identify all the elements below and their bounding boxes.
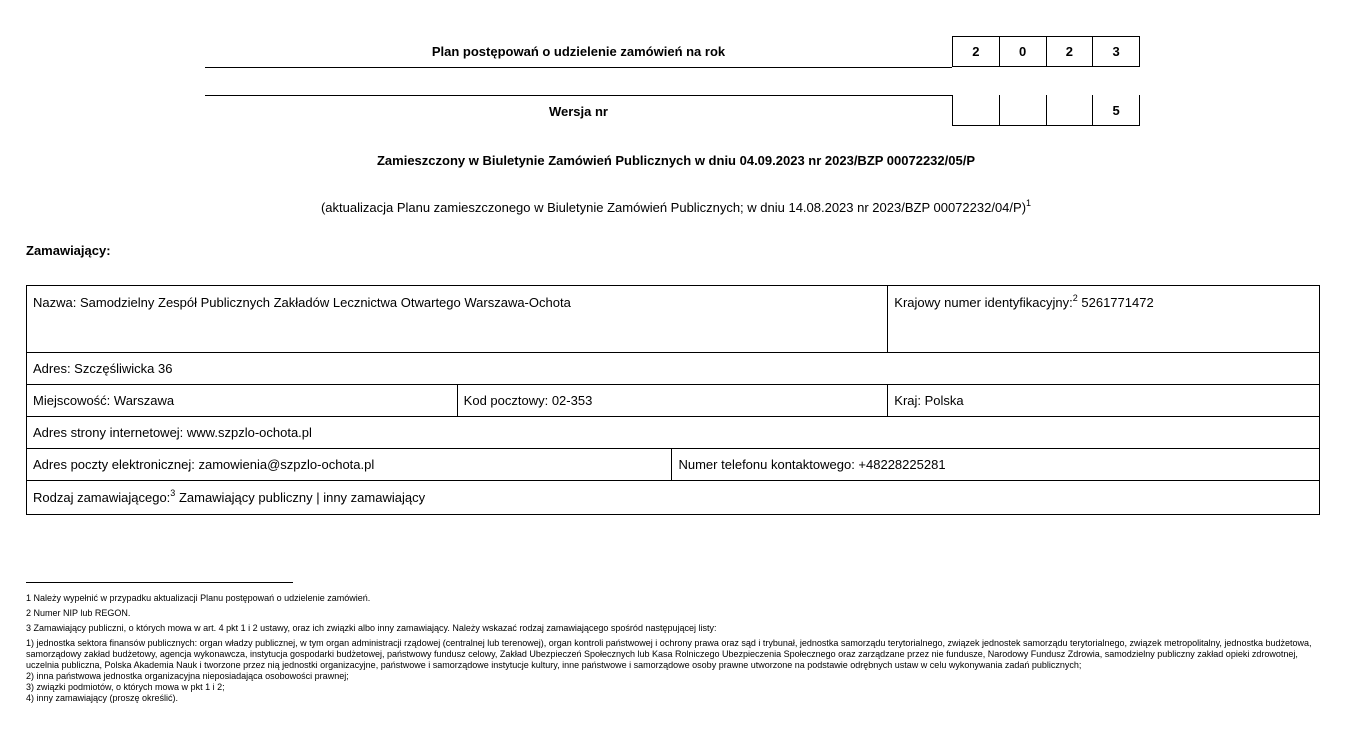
id-label: Krajowy numer identyfikacyjny:: [894, 295, 1073, 310]
footnote-list-item: 2) inna państwowa jednostka organizacyjna nieposiadająca osobowości prawnej;: [26, 671, 349, 681]
id-value: 5261771472: [1081, 295, 1154, 310]
footnote-list-item: 1) jednostka sektora finansów publicznych: organ władzy publicznej, w tym organ administracji rządowej (centralnej lub terenowej), organ kontroli państwowej i ochrony prawa oraz sąd i trybunał, jednostka samorządu terytorialnego, związek jednostek samorządu terytorialnego, związek metropolitalny, jednostka budżetowa, samorządowy zakład budżetowy, agencja wykonawcza, instytucja gospodarki budżetowej, państwowy fundusz celowy, Zakład Ubezpieczeń Społecznych lub Kasa Rolniczego Ubezpieczenia Społecznego oraz zarządzane przez nie fundusze, Narodowy Fundusz Zdrowia, samodzielny publiczny zakład opieki zdrowotnej, uczelnia publiczna, Polska Akademia Nauk i tworzone przez nią jednostki organizacyjne, państwowe i samorządowe instytucje kultury, inne państwowe i samorządowe osoby prawne utworzone na podstawie odrębnych ustaw w celu wykonywania zadań publicznych;: [26, 638, 1312, 670]
footnote-text: Numer NIP lub REGON.: [33, 608, 131, 618]
name-cell: [27, 286, 888, 353]
phone-cell: [672, 449, 1320, 481]
version-digits: [952, 95, 1140, 126]
city-cell: [27, 385, 458, 417]
plan-title: Plan postępowań o udzielenie zamówień na rok: [431, 44, 726, 59]
version-digit: 5: [1092, 95, 1139, 125]
version-label: Wersja nr: [548, 104, 608, 119]
country-cell: [888, 385, 1320, 417]
footnote-2: [26, 608, 1326, 619]
footnote-3: [26, 623, 1326, 634]
update-note-text: (aktualizacja Planu zamieszczonego w Biuletynie Zamówień Publicznych; w dniu 14.08.2023 nr 2023/BZP 00072232/04/P): [320, 200, 1027, 215]
footnote-text: Należy wypełnić w przypadku aktualizacji Planu postępowań o udzielenie zamówień.: [33, 593, 371, 603]
email-cell: [27, 449, 672, 481]
type-value: Zamawiający publiczny | inny zamawiający: [178, 490, 426, 505]
version-digit: [1046, 95, 1093, 125]
footnote-text: Zamawiający publiczni, o których mowa w art. 4 pkt 1 i 2 ustawy, oraz ich związki albo inny zamawiający. Należy wskazać rodzaj zamawiającego spośród następującej listy:: [33, 623, 717, 633]
update-note: [0, 200, 1352, 215]
type-label: Rodzaj zamawiającego:: [33, 490, 171, 505]
authority-name: Nazwa: Samodzielny Zespół Publicznych Zakładów Lecznictwa Otwartego Warszawa-Ochota: [33, 295, 571, 310]
footnote-1: [26, 593, 1326, 604]
postal-cell: [457, 385, 888, 417]
footnote-ref: 3: [170, 488, 176, 498]
footnote-separator: [26, 582, 293, 583]
footnotes: [26, 593, 1326, 704]
version-digit: [999, 95, 1046, 125]
email: Adres poczty elektronicznej: zamowienia@szpzlo-ochota.pl: [33, 457, 375, 472]
year-digit: 0: [999, 37, 1046, 66]
footnote-number: 2: [26, 608, 32, 618]
year-digit: 3: [1092, 37, 1139, 66]
id-cell: [888, 286, 1320, 353]
type-cell: [27, 481, 1320, 515]
year-digit: 2: [972, 44, 980, 59]
website: Adres strony internetowej: www.szpzlo-ochota.pl: [33, 425, 312, 440]
address-cell: [27, 353, 1320, 385]
contracting-authority-table: [26, 285, 1320, 515]
footnote-ref: 2: [1072, 293, 1078, 303]
year-digits: [952, 36, 1140, 67]
footnote-number: 1: [26, 593, 32, 603]
version-row: [205, 95, 1140, 126]
website-cell: [27, 417, 1320, 449]
address: Adres: Szczęśliwicka 36: [33, 361, 173, 376]
city: Miejscowość: Warszawa: [33, 393, 175, 408]
country: Kraj: Polska: [894, 393, 964, 408]
section-title: Zamawiający:: [26, 243, 111, 258]
plan-year-row: [205, 36, 1140, 68]
footnote-list-item: 4) inny zamawiający (proszę określić).: [26, 693, 179, 703]
year-digit: 2: [1046, 37, 1093, 66]
footnote-ref: 1: [1026, 198, 1032, 208]
footnote-number: 3: [26, 623, 32, 633]
published-line: Zamieszczony w Biuletynie Zamówień Publicznych w dniu 04.09.2023 nr 2023/BZP 00072232/05/P: [376, 153, 975, 168]
divider: [205, 67, 952, 68]
phone: Numer telefonu kontaktowego: +48228225281: [678, 457, 946, 472]
footnote-list-item: 3) związki podmiotów, o których mowa w pkt 1 i 2;: [26, 682, 225, 692]
version-digit: [953, 95, 999, 125]
postal-code: Kod pocztowy: 02-353: [463, 393, 593, 408]
